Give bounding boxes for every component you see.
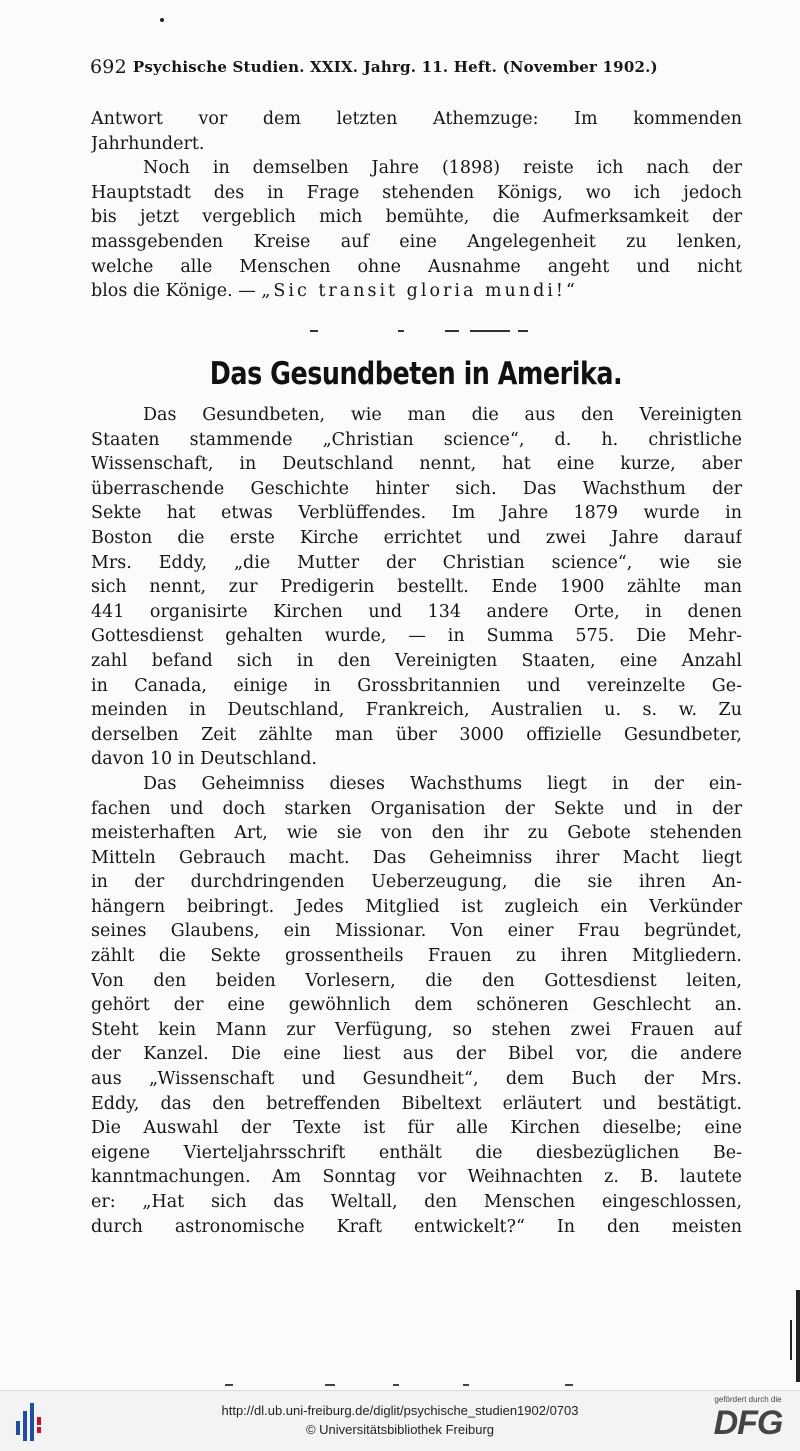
text-line: Mrs. Eddy, „die Mutter der Christian science“, wie sie (91, 552, 742, 573)
text-line: zahl befand sich in den Vereinigten Staaten, eine Anzahl (91, 650, 742, 671)
text-line: Jahrhundert. (91, 133, 205, 154)
text-line: zählt die Sekte grossentheils Frauen zu ihren Mitgliedern. (91, 946, 742, 967)
text-line: Noch in demselben Jahre (1898) reiste ich nach der (143, 158, 742, 179)
text-line: massgebenden Kreise auf eine Angelegenheit zu lenken, (91, 231, 742, 252)
page-number: 692 (90, 56, 127, 78)
text-line: der Kanzel. Die eine liest aus der Bibel vor, die andere (91, 1044, 742, 1065)
text-line: gehört der eine gewöhnlich dem schöneren Geschlecht an. (91, 995, 742, 1016)
dfg-wordmark: DFG (713, 1404, 783, 1442)
permalink-url[interactable]: http://dl.ub.uni-freiburg.de/diglit/psychische_studien1902/0703 (221, 1403, 579, 1418)
text-line: 441 organisirte Kirchen und 134 andere Orte, in denen (91, 601, 742, 622)
text-line: durch astronomische Kraft entwickelt?“ In den meisten (91, 1216, 742, 1237)
text-line: Hauptstadt des in Frage stehenden Königs, wo ich jedoch (91, 182, 742, 203)
text-line: er: „Hat sich das Weltall, den Menschen eingeschlossen, (91, 1192, 742, 1212)
text-line: Das Geheimniss dieses Wachsthums liegt in der ein- (143, 773, 742, 794)
article-title: Das Gesundbeten in Amerika. (209, 356, 623, 392)
scan-speck (160, 18, 164, 22)
text-line: aus „Wissenschaft und Gesundheit“, dem Buch der Mrs. (91, 1069, 742, 1090)
text-line: überraschende Geschichte hinter sich. Das Wachsthum der (91, 478, 742, 499)
journal-header: Psychische Studien. XXIX. Jahrg. 11. Heft. (November 1902.) (132, 58, 658, 76)
text-line: Eddy, das den betreffenden Bibeltext erläutert und bestätigt. (91, 1093, 742, 1114)
scan-edge-marks (784, 1290, 800, 1390)
text-line: Gottesdienst gehalten wurde, — in Summa 575. Die Mehr- (91, 626, 742, 647)
previous-article-text (91, 107, 742, 304)
text-line: hängern beibringt. Jedes Mitglied ist zugleich ein Verkünder (91, 896, 742, 917)
text-line: Von den beiden Vorlesern, die den Gottesdienst leiten, (91, 970, 742, 991)
text-line: seines Glaubens, ein Missionar. Von einer Frau begründet, (91, 921, 742, 942)
section-divider (310, 330, 540, 334)
text-line: meinden in Deutschland, Frankreich, Australien u. s. w. Zu (91, 700, 742, 721)
text-line-closing (91, 279, 742, 304)
text-line: Die Auswahl der Texte ist für alle Kirchen dieselbe; eine (91, 1118, 742, 1139)
running-head (90, 58, 742, 80)
text-line: Boston die erste Kirche errichtet und zwei Jahre darauf (91, 527, 742, 548)
text-line: sich nennt, zur Predigerin bestellt. Ende 1900 zählte man (91, 577, 742, 598)
text-line: in Canada, einige in Grossbritannien und vereinzelte Ge- (91, 675, 742, 696)
latin-quote: „Sic transit gloria mundi!“ (261, 281, 578, 302)
text-line: Mitteln Gebrauch macht. Das Geheimniss ihrer Macht liegt (91, 847, 742, 868)
text-line: kanntmachungen. Am Sonntag vor Weihnachten z. B. lautete (91, 1167, 742, 1188)
dfg-logo[interactable] (706, 1395, 790, 1442)
text-line: davon 10 in Deutschland. (91, 749, 317, 770)
text-line: Sekte hat etwas Verblüffendes. Im Jahre 1879 wurde in (91, 503, 742, 524)
sponsor-caption: gefördert durch die (714, 1395, 782, 1404)
copyright-notice: © Universitätsbibliothek Freiburg (305, 1422, 495, 1437)
text-line: welche alle Menschen ohne Ausnahme angeht und nicht (91, 256, 742, 277)
text-line: bis jetzt vergeblich mich bemühte, die Aufmerksamkeit der (91, 207, 742, 228)
text-line: Wissenschaft, in Deutschland nennt, hat eine kurze, aber (91, 454, 742, 475)
text-line: derselben Zeit zählte man über 3000 offizielle Gesundbeter, (91, 724, 742, 745)
viewer-footer (0, 1390, 800, 1451)
article-body (91, 403, 742, 1239)
text-line: in der durchdringenden Ueberzeugung, die sie ihren An- (91, 872, 742, 893)
text-line: Antwort vor dem letzten Athemzuge: Im kommenden (91, 109, 742, 129)
text-line: meisterhaften Art, wie sie von den ihr zu Gebote stehenden (91, 823, 742, 844)
scan-bottom-marks (225, 1384, 585, 1388)
closing-text: blos die Könige. — (91, 281, 262, 302)
text-line: eigene Vierteljahrsschrift enthält die diesbezüglichen Be- (91, 1142, 742, 1163)
text-line: Steht kein Mann zur Verfügung, so stehen zwei Frauen auf (91, 1019, 742, 1040)
text-line: Staaten stammende „Christian science“, d. h. christliche (91, 429, 742, 450)
text-line: fachen und doch starken Organisation der Sekte und in der (91, 798, 742, 819)
text-line: Das Gesundbeten, wie man die aus den Vereinigten (143, 405, 742, 425)
